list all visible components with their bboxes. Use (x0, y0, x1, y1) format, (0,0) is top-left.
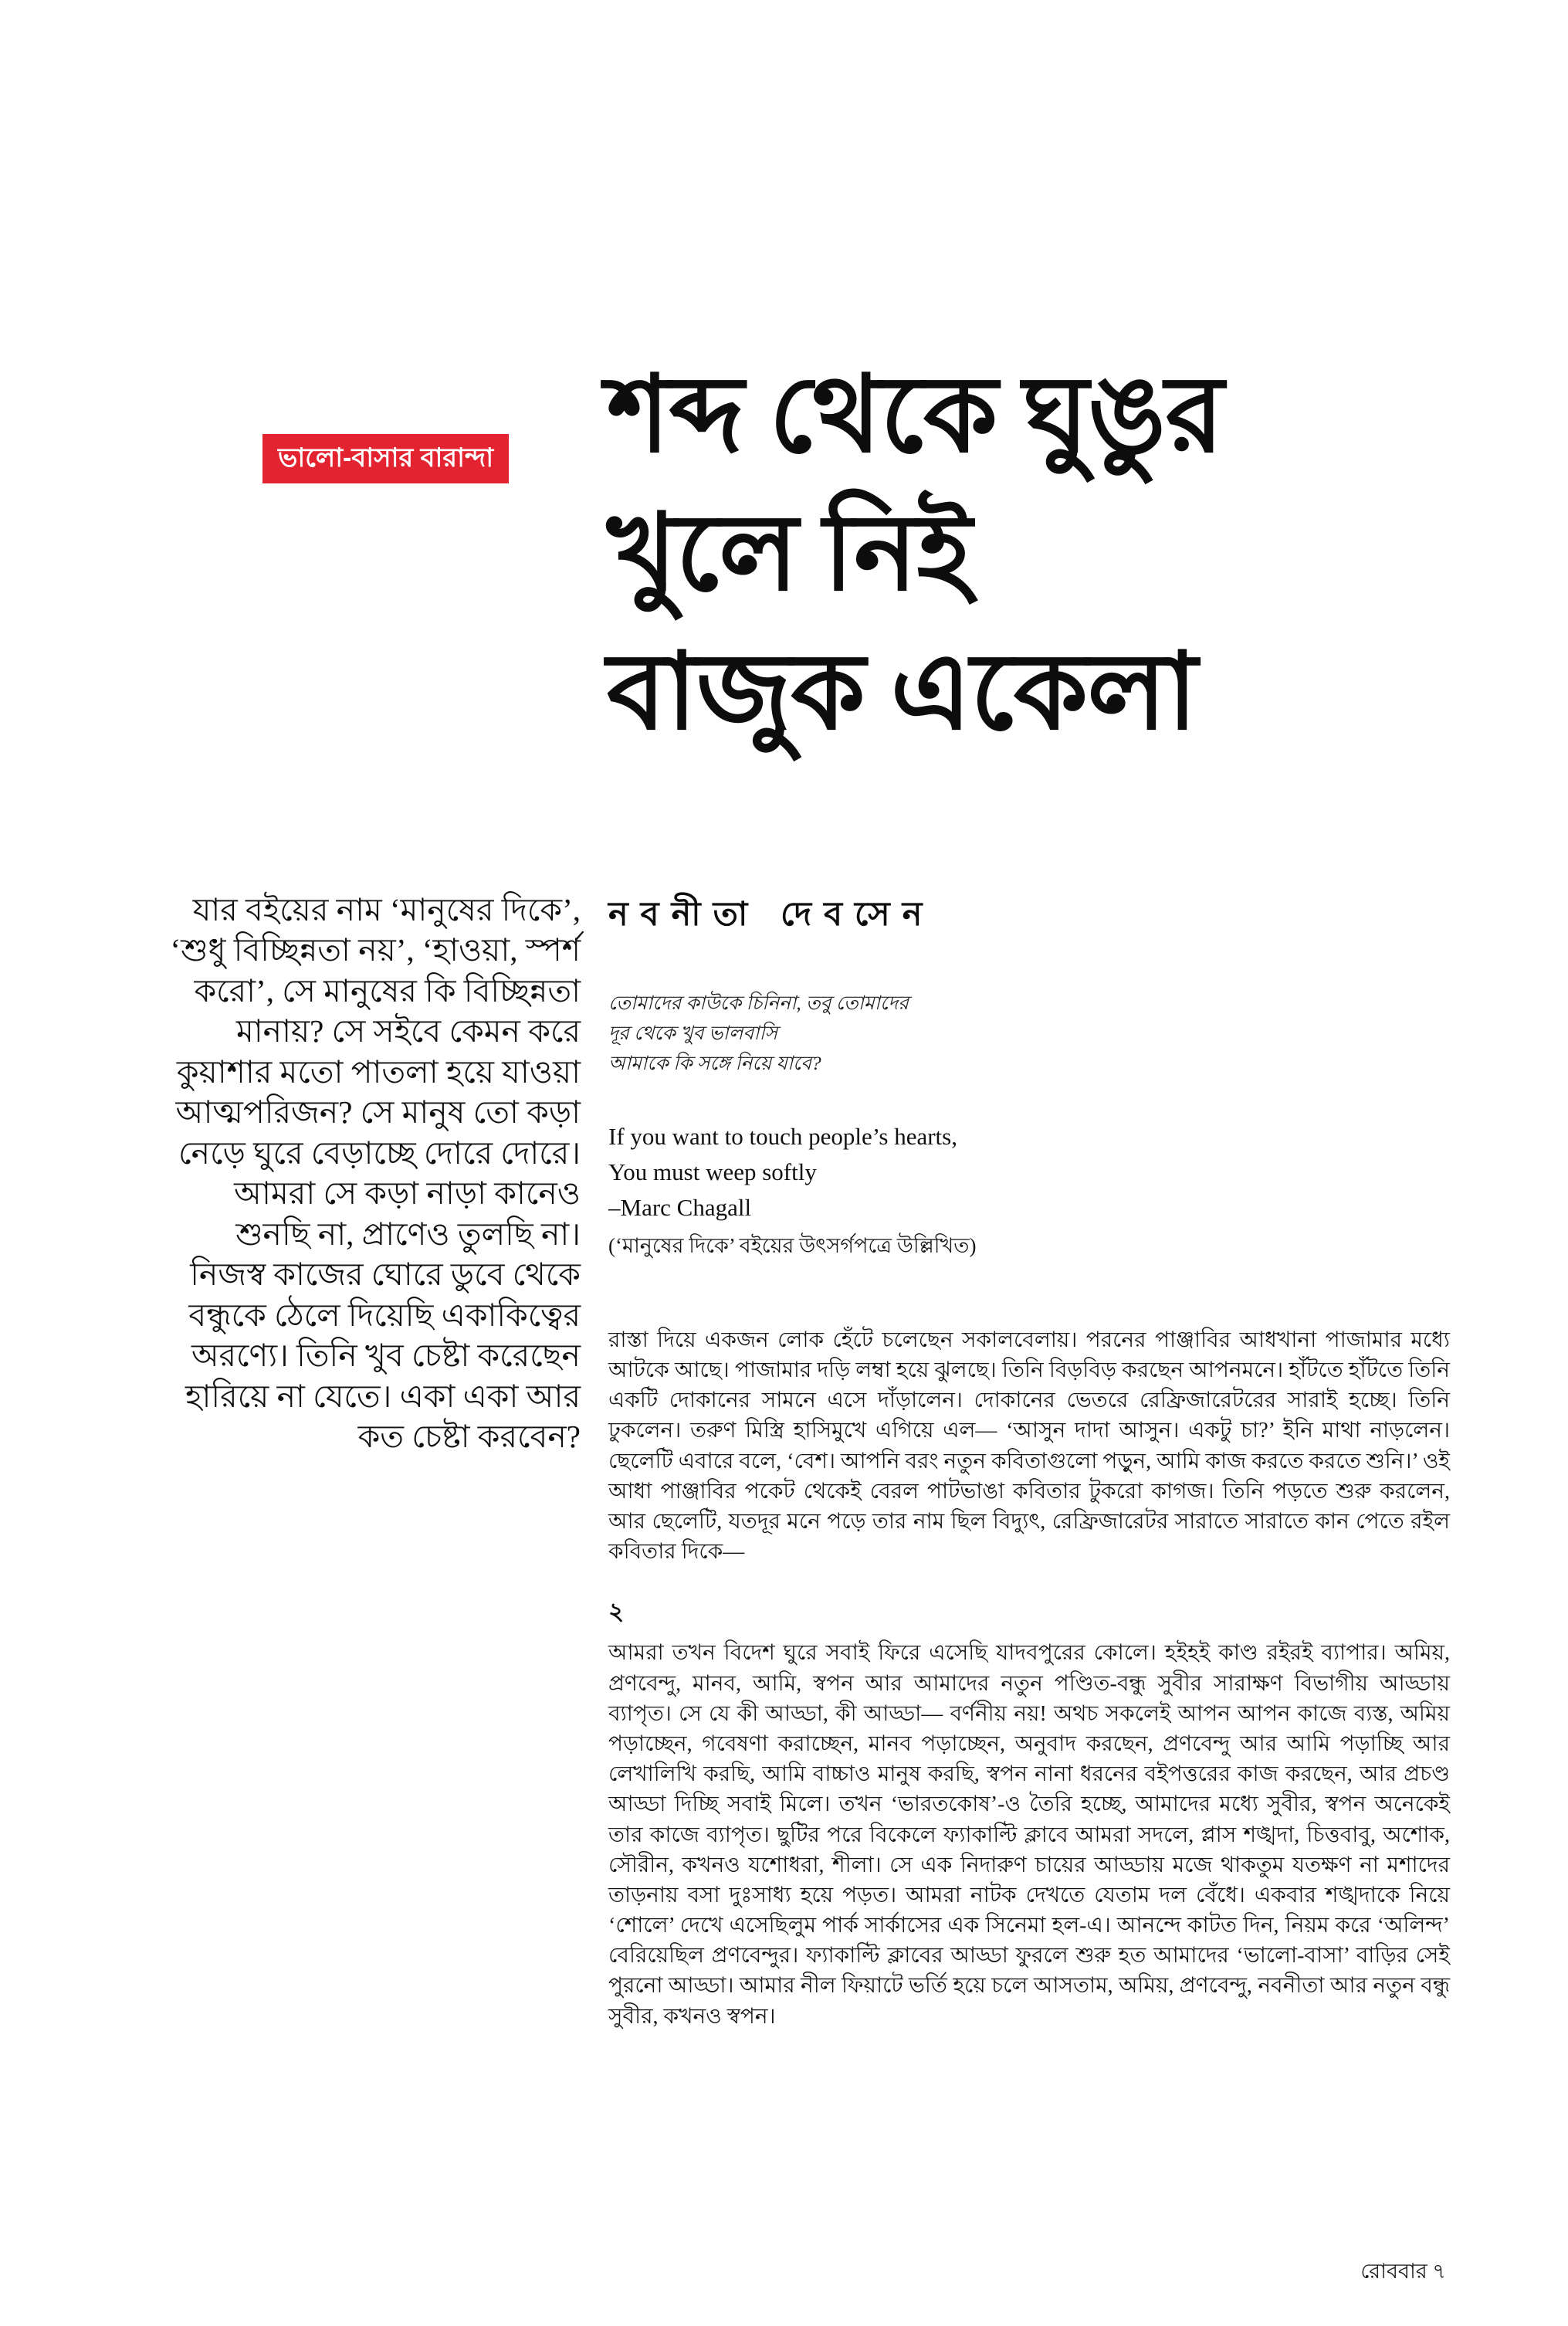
standfirst: যার বইয়ের নাম ‘মানুষের দিকে’, ‘শুধু বিচ্ছিন্নতা নয়’, ‘হাওয়া, স্পর্শ করো’, সে মানুষের কি বিচ্ছিন্নতা মানায়? সে সইবে কেমন করে কুয়াশার মতো পাতলা হয়ে যাওয়া আত্মপরিজন? সে মানুষ তো কড়া নেড়ে ঘুরে বেড়াচ্ছে দোরে দোরে। আমরা সে কড়া নাড়া কানেও শুনছি না, প্রাণেও তুলছি না। নিজস্ব কাজের ঘোরে ডুবে থেকে বন্ধুকে ঠেলে দিয়েছি একাকিত্বের অরণ্যে। তিনি খুব চেষ্টা করেছেন হারিয়ে না যেতে। একা একা আর কত চেষ্টা করবেন? (170, 892, 581, 1455)
article-body-column (608, 890, 1450, 2058)
english-epigraph (608, 1119, 1450, 1226)
quote-line: You must weep softly (608, 1158, 817, 1186)
epigraph-line: দূর থেকে খুব ভালবাসি (608, 1022, 778, 1044)
headline-line-1: শব্দ থেকে ঘুঙুর (607, 356, 1224, 474)
section-tag: ভালো-বাসার বারান্দা (262, 434, 509, 483)
article-headline (607, 346, 1487, 761)
page-folio: রোববার ৭ (1360, 2260, 1446, 2283)
epigraph-line: তোমাদের কাউকে চিনিনা, তবু তোমাদের (608, 993, 909, 1014)
headline-line-3: বাজুক একেলা (607, 632, 1197, 751)
headline-line-2: খুলে নিই (607, 494, 972, 613)
byline-author: নবনীতা দেবসেন (608, 897, 935, 933)
quote-attribution-author: –Marc Chagall (608, 1194, 752, 1221)
quote-line: If you want to touch people’s hearts, (608, 1123, 957, 1151)
body-paragraph-1: রাস্তা দিয়ে একজন লোক হেঁটে চলেছেন সকালবেলায়। পরনের পাঞ্জাবির আধখানা পাজামার মধ্যে আটকে আছে। পাজামার দড়ি লম্বা হয়ে ঝুলছে। তিনি বিড়বিড় করছেন আপনমনে। হাঁটতে হাঁটতে তিনি একটি দোকানের সামনে এসে দাঁড়ালেন। দোকানের ভেতরে রেফ্রিজারেটরের সারাই হচ্ছে। তিনি ঢুকলেন। তরুণ মিস্ত্রি হাসিমুখে এগিয়ে এল— ‘আসুন দাদা আসুন। একটু চা?’ ইনি মাথা নাড়লেন। ছেলেটি এবারে বলে, ‘বেশ। আপনি বরং নতুন কবিতাগুলো পড়ুন, আমি কাজ করতে করতে শুনি।’ ওই আধা পাঞ্জাবির পকেট থেকেই বেরল পাটভাঙা কবিতার টুকরো কাগজ। তিনি পড়তে শুরু করলেন, আর ছেলেটি, যতদূর মনে পড়ে তার নাম ছিল বিদ্যুৎ, রেফ্রিজারেটর সারাতে সারাতে কান পেতে রইল কবিতার দিকে— (608, 1327, 1450, 1565)
body-paragraph-2: আমরা তখন বিদেশ ঘুরে সবাই ফিরে এসেছি যাদবপুরের কোলে। হইহই কাণ্ড রইরই ব্যাপার। অমিয়, প্রণবেন্দু, মানব, আমি, স্বপন আর আমাদের নতুন পণ্ডিত-বন্ধু সুবীর সারাক্ষণ বিভাগীয় আড্ডায় ব্যাপৃত। সে যে কী আড্ডা, কী আড্ডা— বর্ণনীয় নয়! অথচ সকলেই আপন আপন কাজে ব্যস্ত, অমিয় পড়াচ্ছেন, গবেষণা করাচ্ছেন, মানব পড়াচ্ছেন, অনুবাদ করছেন, প্রণবেন্দু আর আমি পড়াচ্ছি আর লেখালিখি করছি, আমি বাচ্চাও মানুষ করছি, স্বপন নানা ধরনের বইপত্তরের কাজ করছেন, আর প্রচণ্ড আড্ডা দিচ্ছি সবাই মিলে। তখন ‘ভারতকোষ’-ও তৈরি হচ্ছে, আমাদের মধ্যে সুবীর, স্বপন অনেকেই তার কাজে ব্যাপৃত। ছুটির পরে বিকেলে ফ্যাকাল্টি ক্লাবে আমরা সদলে, প্লাস শঙ্খদা, চিত্তবাবু, অশোক, সৌরীন, কখনও যশোধরা, শীলা। সে এক নিদারুণ চায়ের আড্ডায় মজে থাকতুম যতক্ষণ না মশাদের তাড়নায় বসা দুঃসাধ্য হয়ে পড়ত। আমরা নাটক দেখতে যেতাম দল বেঁধে। একবার শঙ্খদাকে নিয়ে ‘শোলে’ দেখে এসেছিলুম পার্ক সার্কাসের এক সিনেমা হল-এ। আনন্দে কাটত দিন, নিয়ম করে ‘অলিন্দ’ বেরিয়েছিল প্রণবেন্দুর। ফ্যাকাল্টি ক্লাবের আড্ডা ফুরলে শুরু হত আমাদের ‘ভালো-বাসা’ বাড়ির সেই পুরনো আড্ডা। আমার নীল ফিয়াটে ভর্তি হয়ে চলে আসতাম, অমিয়, প্রণবেন্দু, নবনীতা আর নতুন বন্ধু সুবীর, কখনও স্বপন। (608, 1641, 1450, 2029)
epigraph-line: আমাকে কি সঙ্গে নিয়ে যাবে? (608, 1053, 821, 1074)
quote-source-note: (‘মানুষের দিকে’ বইয়ের উৎসর্গপত্রে উল্লিখিত) (608, 1233, 977, 1257)
bengali-epigraph (608, 989, 1450, 1079)
section-number: ২ (608, 1598, 625, 1626)
